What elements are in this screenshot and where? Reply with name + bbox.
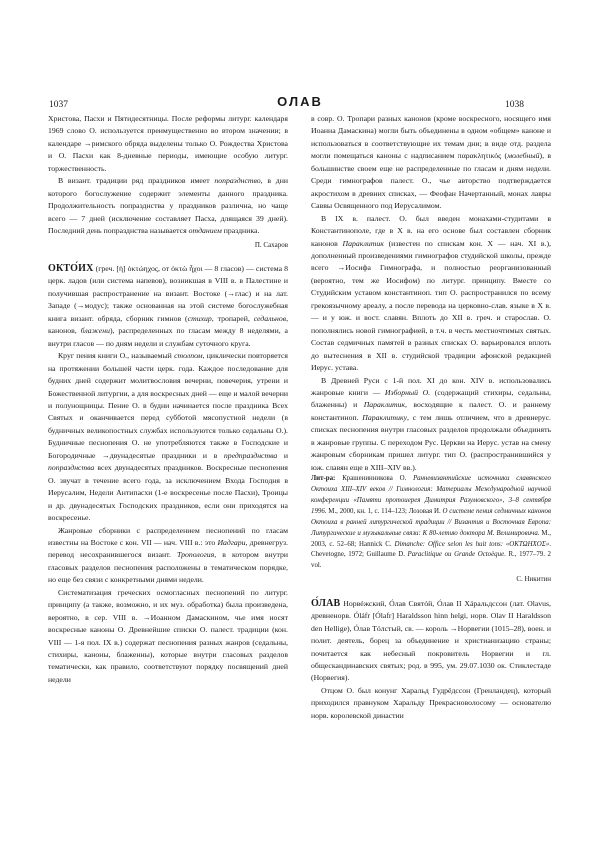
right-column (311, 113, 551, 722)
continued-paragraph: Христова, Пасхи и Пятидесятницы. После реформы литург. календаря 1969 слово О. используется преимущественно во втором значении; в календаре →римского обряда выделены только О. Рождества Христова и О. Пасхи как 8-дневные периоды, имеющие особую литург. торжественность. (48, 114, 288, 173)
literature-list: Лит-ра: Крашенинникова О. Ранневизантийские источники славянского Октоиха XIII–XIV веков // Гимнология: Материалы Международной научной конференции «Памяти протоиерея Димитрия Разумовского», 3–8 сентября 1996. М., 2000, кн. 1, с. 114–123; Лозовая И. О системе пения седмичных канонов Октоиха в ранней литургической традиции // Византия и Восточная Европа: Литургические и музыкальные связи: К 80-летию доктора М. Велимировича. М., 2003, с. 52–68; Hannick C. Dimanche: Office selon les huit tons: «ΟΚΤΩΗΧΟΣ». Chevetogne, 1972; Guillaume D. Paraclitique ou Grande Octoèque. R., 1977–79. 2 vol. (311, 475, 552, 570)
term-popprazdnstvo: попразднство (214, 176, 261, 186)
left-column (48, 113, 288, 686)
entry-olav-intro: О́ЛАВ Норвéжский, Óлав Святóй, Óлав II Хáральдссон (лат. Olavus, древненорв. Óláfr [Ólafr] Haraldsson hinn helgi, норв. Olav II Haraldsson den Hellige), Óлав Тóлстый, св. — король →Норвегии (1015–28), воен. и полит. деятель, борец за объединение и христианизацию страны; почитается как небесный покровитель Норвегии и гл. общескандинавских святых; род. в 995, ум. 29.07.1030 ок. Стиклестаде (Норвегия). (311, 597, 551, 683)
paragraph-systematization: Систематизация греческих осмогласных песнопений по литург. принципу (а также, возможно, и их муз. обработка) была произведена, вероятно, в сер. VIII в. →Иоанном Дамаскином, чье имя носят воскресные каноны О. Древнейшие списки О. палест. традиции (кон. VIII — 1-я пол. IX в.) содержат песнопения разных жанров (седальны, стихиры, каноны, блаженны), которые внутри гласовых разделов тематически, как правило, соответствуют порядку посвящений дней недели (48, 587, 288, 684)
paragraph-tropari: в совр. О. Тропари разных канонов (кроме воскресного, носящего имя Иоанна Дамаскина) могли быть объединены в одном «общем» каноне и использоваться в соответствующие их темам дни; в виде отд. раздела могли помещаться каноны с надписанием παρακλητικός (молебный), в большинстве своем еще не распределенные по гласам и дням недели. Среди гимнографов палест. О., чье авторство подтверждается акростихом в древних списках, — Феофан Начертанный, монах лавры Саввы Освященного под Иерусалимом. (311, 114, 551, 211)
postfeast-paragraph: В визант. традиции ряд праздников имеет попразднство, в дни которого богослужение содержит элементы данного праздника. Продолжительность попразднства у праздников различна, но чаще всего — 7 дней (исключение составляет Пасха, длящаяся 39 дней). Последний день попразднства называется отданием праздника. (48, 176, 288, 236)
paragraph-genre-collections: Жанровые сборники с распределением песнопений по гласам известны на Востоке с кон. VII — нач. VIII в.: это Иадгари, древнегруз. перевод несохранившегося визант. Тропология, в котором внутри гласовых разделов песнопения расположены в тематическом порядке, но еще без связи с конкретными днями недели. (48, 525, 288, 585)
author-signature: С. Никитин (516, 575, 551, 584)
paragraph-studites: В IX в. палест. О. был введен монахами-студитами в Константинополе, где в X в. на его основе был составлен сборник канонов Параклитик (известен по спискам кон. X — нач. XI в.), дополненный произведениями гимнографов студийской школы, прежде всего →Иосифа Гимнографа, и полностью реорганизованный (вероятно, тем же Иосифом) по литург. принципу. Вместе со Студийским уставом константиноп. тип О. распространился по всему грекоязычному ареалу, а после перевода на церковно-слав. языке в X в. — и у юж. и вост. славян. Вплоть до XII в. греч. и старослав. О. пополнялись новой гимнографией, в т.ч. в честь местночтимых святых. Состав седмичных памятей в разных списках О. варьировался вплоть до вытеснения в XII в. студийской традиции афонской редакцией Иерус. устава. (311, 213, 551, 373)
paragraph-olav-father: Отцом О. был конунг Харальд Гудрёдссон (Гренландец), который приходился правнуком Харальду Прекрасноволосому — основателю норв. королевской династии (311, 685, 551, 720)
entry-headword: О́ЛАВ (311, 597, 341, 609)
encyclopedia-page: 1037 ОЛАВ 1038 Христова, Пасхи и Пятидесятницы. После реформы литург. календаря 1969 слово О. используется преимущественно во втором значении; в календаре →римского обряда выделены только О. Рождества Христова и О. Пасхи как 8-дневные периоды, имеющие особую литург. торжественность. В визант. традиции ряд праздников имеет попразднство, в дни которого богослужение содержит элементы данного праздника. Продолжительность попразднства у праздников различна, но чаще всего — 7 дней (исключение составляет Пасха, длящаяся 39 дней). Последний день попразднства называется отданием праздника. П. Сахаров ОКТО́ИХ (греч. [ἡ] ὀκτώηχος, от ὀκτὼ ἦχοι — 8 гласов) — система 8 церк. ладов (или система напевов), возникшая в VIII в. в Палестине и получившая распространение на визант. Востоке (→глас) и на лат. Западе (→модус); также основанная на этой системе богослужебная книга визант. обряда, сборник гимнов (стихир, тропарей, седальнов, канонов, блажени), распределенных по гласам между 8 неделями, а внутри гласов — по дням недели и службам суточного круга. Круг пения книги О., называемый столпом, циклически повторяется на протяжении большей части церк. года. Каждое последование для будних дней содержит молитвословия вечерни, повечерия, утрени и Божественной литургии, а для воскресных дней — еще и малой вечерни и полунощницы. Пение О. в будни начинается после праздника Всех Святых и оканчивается перед субботой мясопустной недели (в будничных великопостных службах используются только седальны О.). Будничные песнопения О. не употребляются также в Господские и Богородичные →двунадесятые праздники и в предпразднства и попразднства всех двунадесятых праздников. Воскресные песнопения О. звучат в течение всего года, за исключением Входа Господня в Иерусалим, Недели Антипасхи (1-е воскресенье после Пасхи), Троицы и др. двунадесятых Господских праздников, если они приходятся на воскресенье. Жанровые сборники с распределением песнопений по гласам известны на Востоке с кон. VII — нач. VIII в.: это Иадгари, древнегруз. перевод несохранившегося визант. Тропология, в котором внутри гласовых разделов песнопения расположены в тематическом порядке, но еще без связи с конкретными днями недели. Систематизация греческих осмогласных песнопений по литург. принципу (а также, возможно, и их муз. обработка) была произведена, вероятно, в сер. VIII в. →Иоанном Дамаскином, чье имя носят воскресные каноны О. Древнейшие списки О. палест. традиции (кон. VIII — 1-я пол. IX в.) содержат песнопения разных жанров (седальны, стихиры, каноны, блаженны), которые внутри гласовых разделов тематически, как правило, соответствуют порядку посвящений дней недели в совр. О. Тропари разных канонов (кроме воскресного, носящего имя Иоанна Дамаскина) могли быть объединены в одном «общем» каноне и использоваться в соответствующие их темам дни; в виде отд. раздела могли помещаться каноны с надписанием παρακλητικός (молебный), в большинстве своем еще не распределенные по гласам и дням недели. Среди гимнографов палест. О., чье авторство подтверждается акростихом в древних списках, — Феофан Начертанный, монах лавры Саввы Освященного под Иерусалимом. В IX в. палест. О. был введен монахами-студитами в Константинополе, где в X в. на его основе был составлен сборник канонов Параклитик (известен по спискам кон. X — нач. XI в.), дополненный произведениями гимнографов студийской школы, прежде всего →Иосифа Гимнографа, и полностью реорганизованный (вероятно, тем же Иосифом) по литург. принципу. Вместе со Студийским уставом константиноп. тип О. распространился по всему грекоязычному ареалу, а после перевода на церковно-слав. языке в X в. — и у юж. и вост. славян. Вплоть до XII в. греч. и старослав. О. пополнялись новой гимнографией, в т.ч. в честь местночтимых святых. Состав седмичных памятей в разных списках О. варьировался вплоть до вытеснения в XII в. студийской традиции афонской редакцией Иерус. устава. В Древней Руси с 1-й пол. XI до кон. XIV в. использовались жанровые книги — Изборный О. (содержащий стихиры, седальны, блаженны) и Параклитик, восходящие к палест. О. и раннему константиноп. Параклитику, с тем лишь отличием, что в древнерус. списках песнопения внутри гласовых разделов продолжали объединять в жанровые группы. С переходом Рус. Церкви на Иерус. устав на смену жанровым сборникам пришел литург. тип О. (распространившийся у юж. славян еще в XIII–XIV вв.). Лит-ра: Крашенинникова О. Ранневизантийские источники славянского Октоиха XIII–XIV веков // Гимнология: Материалы Международной научной конференции «Памяти протоиерея Димитрия Разумовского», 3–8 сентября 1996. М., 2000, кн. 1, с. 114–123; Лозовая И. О системе пения седмичных канонов Октоиха в ранней литургической традиции // Византия и Восточная Европа: Литургические и музыкальные связи: К 80-летию доктора М. Велимировича. М., 2003, с. 52–68; Hannick C. Dimanche: Office selon les huit tons: «ΟΚΤΩΗΧΟΣ». Chevetogne, 1972; Guillaume D. Paraclitique ou Grande Octoèque. R., 1977–79. 2 vol. С. Никитин О́ЛАВ Норвéжский, Óлав Святóй, Óлав II Хáральдссон (лат. Olavus, древненорв. Óláfr [Ólafr] Haraldsson hinn helgi, норв. Olav II Haraldsson den Hellige), Óлав Тóлстый, св. — король →Норвегии (1015–28), воен. и полит. деятель, борец за объединение и христианизацию страны; почитается как небесный покровитель Норвегии и гл. общескандинавских святых; род. в 995, ум. 29.07.1030 ок. Стиклестаде (Норвегия). Отцом О. был конунг Харальд Гудрёдссон (Гренландец), который приходился правнуком Харальду Прекрасноволосому — основателю норв. королевской династии (0, 0, 600, 849)
running-title: ОЛАВ (277, 94, 323, 109)
entry-headword: ОКТО́ИХ (48, 262, 94, 274)
paragraph-old-rus: В Древней Руси с 1-й пол. XI до кон. XIV в. использовались жанровые книги — Изборный О. (содержащий стихиры, седальны, блаженны) и Параклитик, восходящие к палест. О. и раннему константиноп. Параклитику, с тем лишь отличием, что в древнерус. списках песнопения внутри гласовых разделов продолжали объединять в жанровые группы. С переходом Рус. Церкви на Иерус. устав на смену жанровым сборникам пришел литург. тип О. (распространившийся у юж. славян еще в XIII–XIV вв.). (311, 375, 552, 472)
page-number-left: 1037 (49, 100, 68, 110)
term-otdanie: отданием (188, 226, 222, 236)
paragraph-cycle: Круг пения книги О., называемый столпом, циклически повторяется на протяжении большей части церк. года. Каждое последование для будних дней содержит молитвословия вечерни, повечерия, утрени и Божественной литургии, а для воскресных дней — еще и малой вечерни и полунощницы. Пение О. в будни начинается после праздника Всех Святых и оканчивается перед субботой мясопустной недели (в будничных великопостных службах используются только седальны О.). Будничные песнопения О. не употребляются также в Господские и Богородичные →двунадесятые праздники и в предпразднства и попразднства всех двунадесятых праздников. Воскресные песнопения О. звучат в течение всего года, за исключением Входа Господня в Иерусалим, Недели Антипасхи (1-е воскресенье после Пасхи), Троицы и др. двунадесятых Господских праздников, если они приходятся на воскресенье. (48, 351, 288, 523)
literature-label: Лит-ра: (311, 475, 336, 483)
author-signature: П. Сахаров (254, 240, 288, 249)
entry-oktoikh-intro: ОКТО́ИХ (греч. [ἡ] ὀκτώηχος, от ὀκτὼ ἦχοι — 8 гласов) — система 8 церк. ладов (или система напевов), возникшая в VIII в. в Палестине и получившая распространение на визант. Востоке (→глас) и на лат. Западе (→модус); также основанная на этой системе богослужебная книга визант. обряда, сборник гимнов (стихир, тропарей, седальнов, канонов, блажени), распределенных по гласам между 8 неделями, а внутри гласов — по дням недели и службам суточного круга. (48, 262, 288, 348)
